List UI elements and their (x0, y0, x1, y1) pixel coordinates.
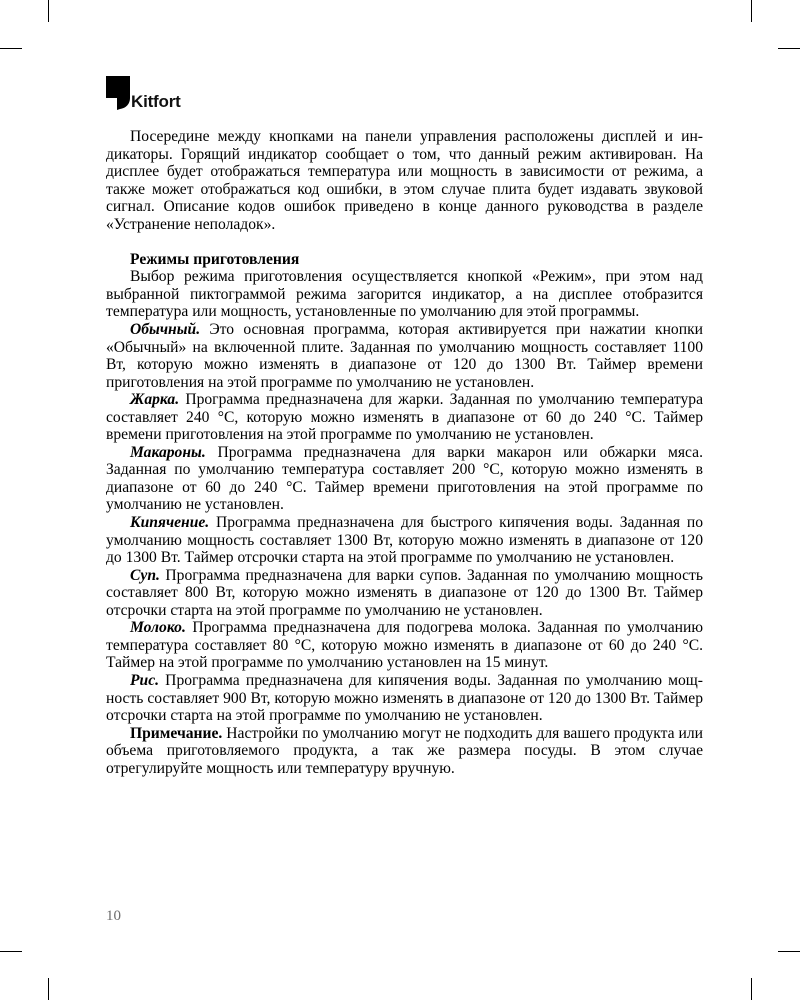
intro-paragraph: Посередине между кнопками на панели управления расположены дисплей и индикаторы. Горящий индикатор сообщает о том, что данный режим активирован. На дисплее будет отображаться температура или мощность в зависимости от режима, а также может отображаться код ошибки, в этом случае плита будет издавать звуковой сигнал. Описание кодов ошибок приведено в конце данного руководства в разделе «Устранение неполадок». (106, 128, 703, 233)
crop-mark (48, 978, 49, 1000)
mode-name: Кипячение. (130, 514, 210, 532)
kitfort-logo-icon (106, 76, 130, 110)
crop-mark (751, 978, 752, 1000)
section-intro-paragraph: Выбор режима приготовления осуществляется кнопкой «Режим», при этом над выбранной пиктограммой режима загорится индикатор, а на дисплее отобразится температура или мощность, установленные по умолчанию для этой программы. (106, 268, 703, 321)
mode-name: Обычный. (130, 321, 201, 339)
crop-mark (778, 48, 800, 49)
mode-paragraph (106, 567, 703, 620)
note-text: Настройки по умолчанию могут не подходить для вашего продукта или объема приготовляемого продукта, а так же размера посуды. В этом случае отрегулируйте мощность или температуру вручную. (106, 724, 703, 777)
mode-paragraph (106, 619, 703, 672)
crop-mark (48, 0, 49, 22)
mode-paragraph (106, 321, 703, 391)
note-label: Примечание. (130, 724, 223, 742)
mode-description: Программа предназначена для кипячения воды. Заданная по умолчанию мощность составляет 900 Вт, которую можно изменять в диапазоне от 120 до 1300 Вт. Таймер отсрочки старта на этой программе по умолчанию не установлен. (106, 671, 703, 725)
mode-name: Молоко. (130, 619, 186, 637)
mode-description: Программа предназначена для варки супов. Заданная по умолчанию мощность составляет 800 Вт, которую можно изменять в диапазоне от 120 до 1300 Вт. Таймер отсрочки старта на этой программе по умолчанию не установлен. (106, 566, 703, 619)
mode-description: Это основная программа, которая активируется при нажатии кнопки «Обычный» на включенной плите. Заданная по умолчанию мощность составляет 1100 Вт, которую можно изменять в диапазоне от 120 до 1300 Вт. Таймер времени приготовления на этой программе по умолчанию не установлен. (106, 321, 703, 391)
note-paragraph (106, 725, 703, 778)
brand-name: Kitfort (131, 92, 181, 111)
mode-paragraph (106, 672, 703, 725)
brand-logo (106, 76, 181, 110)
crop-mark (0, 951, 22, 952)
mode-name: Рис. (130, 671, 160, 689)
mode-description: Программа предназначена для варки макарон или обжарки мяса. Заданная по умолчанию температура составляет 200 °С, которую можно изменять в диапазоне от 60 до 240 °С. Таймер времени приготовления на этой программе по умолчанию не установлен. (106, 443, 703, 514)
mode-description: Программа предназначена для жарки. Заданная по умолчанию температура составляет 240 °С, которую можно изменять в диапазоне от 60 до 240 °С. Таймер времени приготовления на этой программе по умолчанию не установлен. (106, 391, 703, 444)
mode-description: Программа предназначена для подогрева молока. Заданная по умолчанию температура составляет 80 °С, которую можно изменять в диапазоне от 60 до 240 °С. Таймер на этой программе по умолчанию установлен на 15 минут. (106, 619, 703, 672)
mode-name: Макароны. (130, 443, 206, 461)
page-number: 10 (106, 908, 121, 924)
mode-paragraph (106, 391, 703, 444)
mode-name: Жарка. (130, 391, 180, 409)
mode-paragraph (106, 444, 703, 514)
document-body (106, 128, 703, 777)
crop-mark (0, 48, 22, 49)
crop-mark (751, 0, 752, 22)
mode-name: Суп. (130, 566, 160, 584)
mode-paragraph (106, 514, 703, 567)
crop-mark (778, 951, 800, 952)
mode-description: Программа предназначена для быстрого кипячения воды. Заданная по умолчанию мощность составляет 1300 Вт, которую можно изменять в диапазоне от 120 до 1300 Вт. Таймер отсрочки старта на этой программе по умолчанию не установлен. (106, 514, 703, 567)
section-heading: Режимы приготовления (130, 250, 300, 268)
